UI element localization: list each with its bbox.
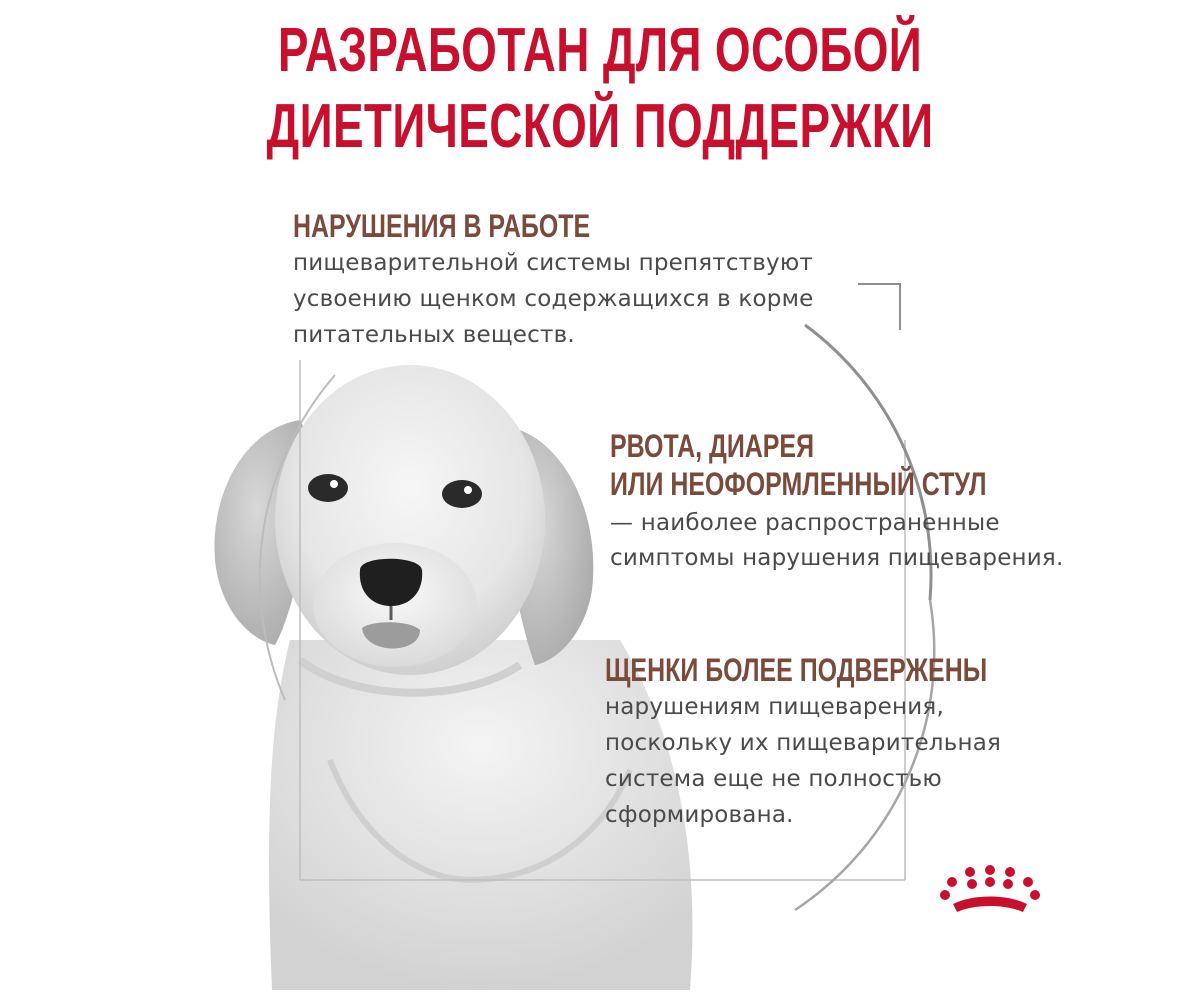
block-2-title-line-2: ИЛИ НЕОФОРМЛЕННЫЙ СТУЛ xyxy=(610,466,987,502)
headline-line-1: РАЗРАБОТАН ДЛЯ ОСОБОЙ xyxy=(277,16,923,85)
block-1-title: НАРУШЕНИЯ В РАБОТЕ xyxy=(293,208,591,244)
block-1-text-line-3: питательных веществ. xyxy=(293,322,575,348)
block-2-title-line-1: РВОТА, ДИАРЕЯ xyxy=(610,428,815,464)
block-3-text-line-2: поскольку их пищеварительная xyxy=(605,730,1002,756)
block-2-text-line-2: симптомы нарушения пищеварения. xyxy=(610,545,1064,571)
crown-icon xyxy=(935,864,1045,924)
block-3-text-line-1: нарушениям пищеварения, xyxy=(605,694,944,720)
block-1-text-line-1: пищеварительной системы препятствуют xyxy=(293,250,814,276)
block-3-text-line-3: система еще не полностью xyxy=(605,766,942,792)
block-3-title: ЩЕНКИ БОЛЕЕ ПОДВЕРЖЕНЫ xyxy=(605,652,988,688)
block-3-text-line-4: сформирована. xyxy=(605,802,794,828)
block-2-text-line-1: — наиболее распространенные xyxy=(610,510,1000,536)
headline-line-2: ДИЕТИЧЕСКОЙ ПОДДЕРЖКИ xyxy=(266,92,934,161)
block-1-text-line-2: усвоению щенком содержащихся в корме xyxy=(293,286,814,312)
